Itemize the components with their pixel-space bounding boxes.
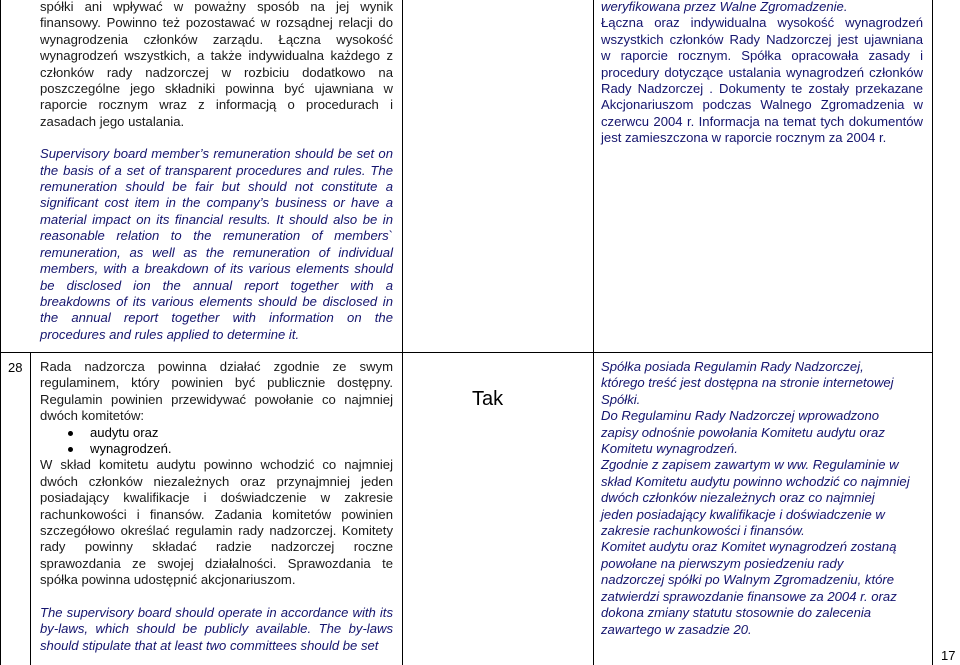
rule-body-polish: W skład komitetu audytu powinno wchodzić co najmniej dwóch członków niezależnych oraz przynajmniej jeden posiadający kwalifikacje i doświadczenie w zakresie rachunkowości i finansów. Zadania komitetów powinien szczegółowo określać regulamin rady nadzorczej. Komitety rady powinny składać radzie nadzorczej roczne sprawozdania ze swojej działalności. Sprawozdania te spółka powinna udostępnić akcjonariuszom. <box>40 457 393 588</box>
comment-line: Spółka posiada Regulamin Rady Nadzorczej, <box>601 359 864 374</box>
bullet-icon <box>68 447 73 452</box>
row-number: 28 <box>8 360 23 375</box>
comment-line: powołane na pierwszym posiedzeniu rady <box>601 555 844 571</box>
comment-line: zapisy odnośnie powołania Komitetu audytu oraz <box>601 424 885 440</box>
row-28-rule-text <box>40 359 393 654</box>
rule-text-english: Supervisory board member’s remuneration should be set on the basis of a set of transparent procedures and rules. The remuneration should be fair but should not constitute a significant cost item in the company’s business or have a material impact on its financial results. It should also be in reasonable relation to the remuneration of members` remuneration, as well as the remuneration of individual members, with a breakdown of its various elements should be disclosed ion the annual report together with a breakdowns of its various elements should be disclosed in the annual report together with information on the procedures and rules applied to determine it. <box>40 146 393 342</box>
list-item: audytu oraz <box>40 425 393 441</box>
table-border-col2 <box>30 352 31 665</box>
table-row-divider <box>0 352 933 353</box>
comment-line: Spółki. <box>601 391 641 407</box>
rule-text-polish: spółki ani wpływać w poważny sposób na jej wynik finansowy. Powinno też pozostawać w rozsądnej relacji do wynagrodzenia członków zarządu. Łączna wysokość wynagrodzeń wszystkich, a także indywidualna każdego z członków rady nadzorczej w rozbiciu dodatkowo na poszczególne jego składniki powinna być ujawniana w raporcie rocznym wraz z informacją o procedurach i zasadach jego ustalania. <box>40 0 393 129</box>
top-row-comment <box>601 0 923 147</box>
comment-line: którego treść jest dostępna na stronie internetowej <box>601 375 894 391</box>
list-item: wynagrodzeń. <box>40 441 393 457</box>
comment-line: Zgodnie z zapisem zawartym w ww. Regulaminie w <box>601 457 899 473</box>
table-border-col4 <box>593 0 594 665</box>
comment-line: zakresie rachunkowości i finansów. <box>601 523 805 539</box>
committee-list <box>40 425 393 458</box>
comment-line: dokona zmiany statutu stosownie do zalecenia <box>601 605 872 621</box>
comment-line: zawartego w zasadzie 20. <box>601 621 752 637</box>
row-28-comment <box>601 359 931 638</box>
comment-line: Komitetu wynagrodzeń. <box>601 441 738 457</box>
comment-line: dwóch członków niezależnych oraz co najmniej <box>601 490 875 506</box>
comment-text: Łączna oraz indywidualna wysokość wynagrodzeń wszystkich członków Rady Nadzorczej jest ujawniana w raporcie rocznym. Spółka opracowała zasady i procedury dotyczące ustalania wynagrodzeń członków Rady Nadzorczej . Dokumenty te zostały przekazane Akcjonariuszom podczas Walnego Zgromadzenia w czerwcu 2004 r. Informacja na temat tych dokumentów jest zamieszczona w raporcie rocznym za 2004 r. <box>601 15 923 146</box>
rule-intro-polish: Rada nadzorcza powinna działać zgodnie ze swym regulaminem, który powinien być publicznie dostępny. Regulamin powinien przewidywać powołanie co najmniej dwóch komitetów: <box>40 359 393 424</box>
comment-line: skład Komitetu audytu powinno wchodzić co najmniej <box>601 473 910 489</box>
comment-line: jeden posiadający kwalifikacje i doświadczenie w <box>601 506 885 522</box>
bullet-icon <box>68 431 73 436</box>
comment-line-1: weryfikowana przez Walne Zgromadzenie. <box>601 0 848 14</box>
comment-line: nadzorczej spółki po Walnym Zgromadzeniu, które <box>601 572 895 588</box>
comment-line: zatwierdzi sprawozdanie finansowe za 2004 r. oraz <box>601 588 897 604</box>
table-border-right <box>932 0 933 665</box>
rule-text-english: The supervisory board should operate in accordance with its by-laws, which should be publicly available. The by-laws should stipulate that at least two committees should be set <box>40 604 393 653</box>
table-border-col3 <box>402 0 403 665</box>
page-number: 17 <box>941 648 956 663</box>
top-row-rule-text <box>40 0 393 343</box>
compliance-answer: Tak <box>472 388 504 410</box>
table-border-left <box>0 0 1 665</box>
comment-line: Komitet audytu oraz Komitet wynagrodzeń zostaną <box>601 539 897 555</box>
comment-line: Do Regulaminu Rady Nadzorczej wprowadzono <box>601 408 880 424</box>
